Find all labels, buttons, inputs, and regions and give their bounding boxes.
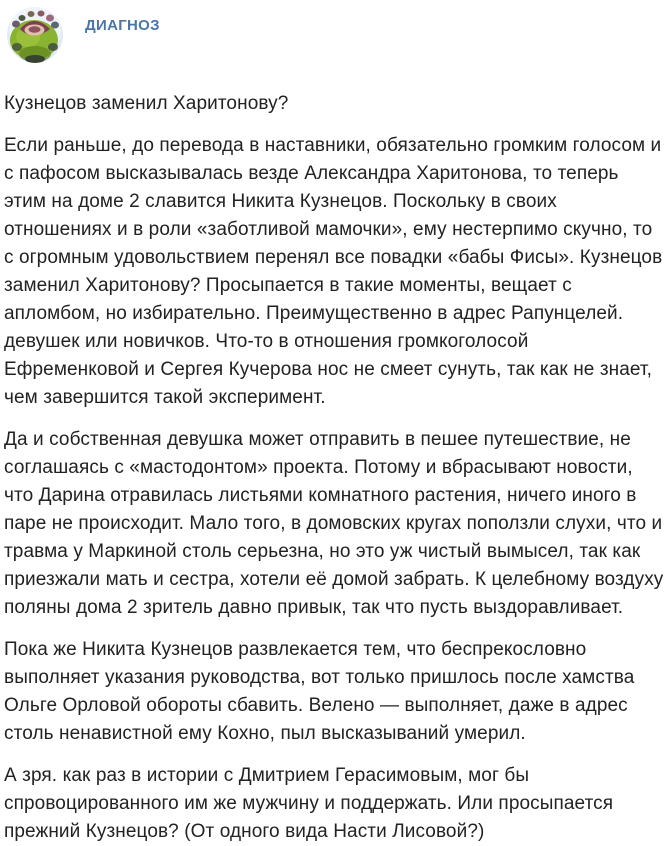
post-paragraph: А зря. как раз в истории с Дмитрием Герасимовым, мог бы спровоцированного им же мужчину и поддержать. Или просыпается прежний Кузнецов? (От одного вида Насти Лисовой?): [4, 765, 614, 842]
post-paragraph: Пока же Никита Кузнецов развлекается тем, что беспрекословно выполняет указания руководства, вот только пришлось после хамства Ольге Орловой обороты сбавить. Велено — выполняет, даже в адрес столь ненавистной ему Кохно, пыл высказываний умерил.: [4, 639, 635, 744]
post-header: [3, 5, 664, 69]
post-paragraph: Если раньше, до перевода в наставники, обязательно громким голосом и с пафосом высказывалась везде Александра Харитонова, то теперь этим на доме 2 славится Никита Кузнецов. Поскольку в своих отношениях и в роли «заботливой мамочки», ему нестерпимо скучно, то с огромным удовольствием перенял все повадки «бабы Фисы». Кузнецов заменил Харитонову? Просыпается в такие моменты, вещает с апломбом, но избирательно. Преимущественно в адрес Рапунцелей. девушек или новичков. Что-то в отношения громкоголосой Ефременковой и Сергея Кучерова нос не смеет сунуть, так как не знает, чем завершится такой эксперимент.: [4, 135, 663, 408]
post-title-line: Кузнецов заменил Харитонову?: [4, 93, 289, 114]
community-avatar-image: [7, 7, 63, 63]
post-paragraph: Да и собственная девушка может отправить в пешее путешествие, не соглашаясь с «мастодонтом» проекта. Потому и вбрасывают новости, что Дарина отравилась листьями комнатного растения, ничего иного в паре не происходит. Мало того, в домовских кругах поползли слухи, что и травма у Маркиной столь серьезна, но это уж чистый вымысел, так как приезжали мать и сестра, хотели её домой забрать. К целебному воздуху поляны дома 2 зритель давно привык, так что пусть выздоравливает.: [4, 429, 664, 618]
post-text: [3, 90, 664, 846]
community-avatar[interactable]: [7, 7, 63, 63]
community-name-link[interactable]: ДИАГНОЗ: [85, 17, 160, 34]
